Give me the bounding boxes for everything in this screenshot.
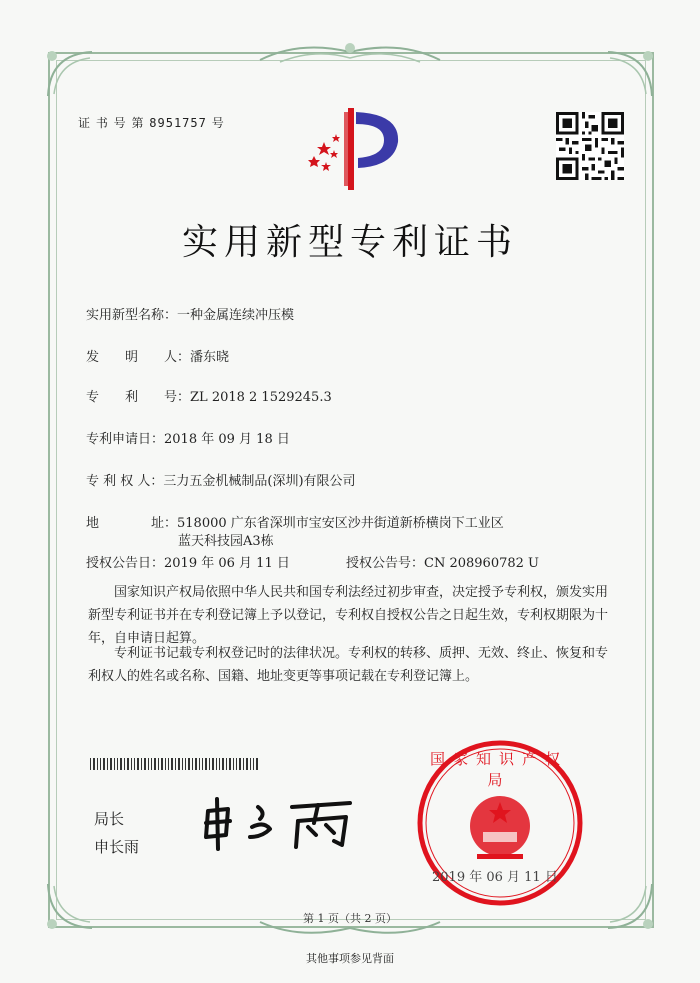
para1-line3: 年，自申请日起算。 (88, 631, 206, 646)
field-utility-name (86, 304, 294, 323)
field-address-line-2 (178, 530, 274, 549)
seal-text: 国家知识产权局 (429, 750, 568, 789)
grant-date-value: 2019 年 06 月 11 日 (164, 556, 290, 571)
field-filing-date (86, 428, 290, 447)
field-grant-number (346, 552, 539, 571)
para1-line1: 国家知识产权局依照中华人民共和国专利法经过初步审查，决定授予专利权，颁发实用 (114, 585, 609, 600)
handwritten-signature (200, 793, 360, 853)
field-grant-date (86, 552, 290, 571)
seal-date: 2019 年 06 月 11 日 (432, 870, 558, 885)
grant-number-label: 授权公告号： (346, 556, 425, 571)
grant-date-label: 授权公告日： (86, 556, 165, 571)
patent-number-label: 专 利 号： (86, 390, 191, 405)
certificate-title: 实用新型专利证书 (181, 222, 518, 263)
field-patent-number (86, 386, 332, 405)
ornament-top-center (250, 38, 450, 68)
address-line-2: 蓝天科技园A3栋 (178, 534, 274, 549)
body-paragraph-1 (88, 581, 618, 650)
patentee-value: 三力五金机械制品(深圳)有限公司 (163, 474, 356, 489)
barcode-icon (90, 758, 260, 770)
qr-code-icon (556, 112, 624, 180)
certificate-number (78, 114, 225, 131)
para2-line2: 利权人的姓名或名称、国籍、地址变更等事项记载在专利登记簿上。 (88, 669, 479, 684)
certificate-number-value: 8951757 (149, 116, 207, 130)
footer-note: 其他事项参见背面 (306, 952, 394, 965)
ornament-top-left (40, 44, 100, 104)
grant-number-value: CN 208960782 U (424, 556, 539, 571)
inventor-value: 潘东晓 (190, 350, 230, 365)
filing-date-value: 2018 年 09 月 18 日 (164, 432, 290, 447)
ornament-bottom-right (600, 876, 660, 936)
address-label: 地 址： (86, 516, 178, 531)
ornament-top-right (600, 44, 660, 104)
field-inventor (86, 346, 229, 365)
address-line-1: 518000 广东省深圳市宝安区沙井街道新桥横岗下工业区 (177, 516, 504, 531)
signatory-name: 申长雨 (94, 838, 140, 856)
field-address (86, 512, 504, 531)
field-patentee (86, 470, 356, 489)
certificate-number-label: 证 书 号 第 (78, 116, 145, 130)
cnipa-logo-icon (296, 104, 406, 194)
utility-name-value: 一种金属连续冲压模 (177, 308, 295, 323)
utility-name-label: 实用新型名称： (86, 308, 178, 323)
para1-line2: 新型专利证书并在专利登记簿上予以登记，专利权自授权公告之日起生效，专利权期限为十 (88, 608, 609, 623)
ornament-bottom-left (40, 876, 100, 936)
patentee-label: 专 利 权 人： (86, 474, 164, 489)
body-paragraph-2 (88, 642, 618, 688)
certificate-number-suffix: 号 (211, 116, 225, 130)
signatory-title: 局长 (94, 810, 125, 828)
inventor-label: 发 明 人： (86, 350, 191, 365)
para2-line1: 专利证书记载专利权登记时的法律状况。专利权的转移、质押、无效、终止、恢复和专 (114, 646, 609, 661)
patent-number-value: ZL 2018 2 1529245.3 (190, 390, 332, 405)
filing-date-label: 专利申请日： (86, 432, 165, 447)
page-number: 第 1 页（共 2 页） (303, 912, 397, 925)
